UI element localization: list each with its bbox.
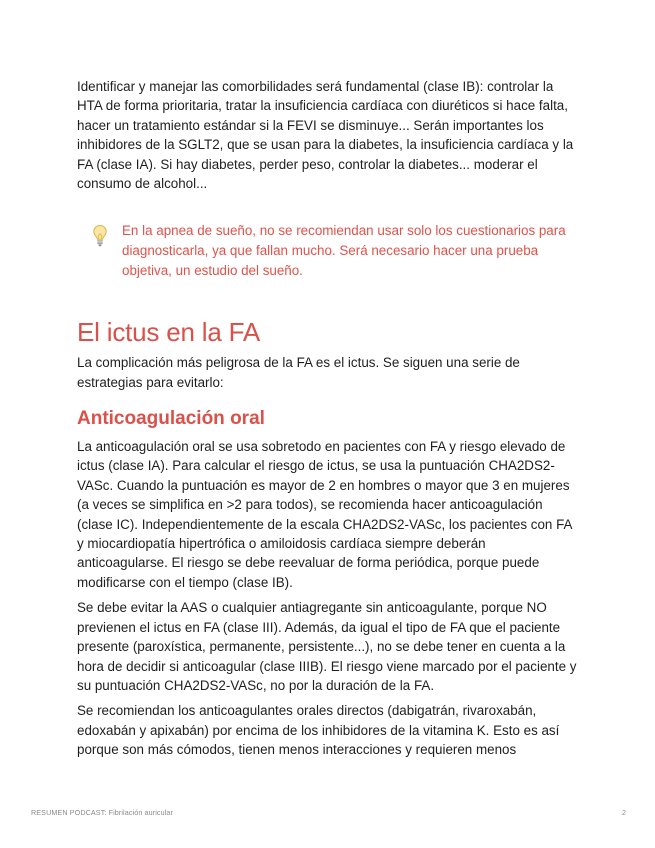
tip-callout — [77, 221, 580, 280]
page-number: 2 — [622, 808, 626, 817]
body-paragraph: Se recomiendan los anticoagulantes orales directos (dabigatrán, rivaroxabán, edoxabán y apixabán) por encima de los inhibidores de la vitamina K. Esto es así porque son más cómodos, tienen menos interacciones y requieren menos — [77, 703, 560, 758]
page-content — [77, 77, 580, 766]
section-intro: La complicación más peligrosa de la FA es el ictus. Se siguen una serie de estrategias para evitarlo: — [77, 355, 520, 390]
section-title: El ictus en la FA — [77, 317, 261, 348]
footer-title: RESUMEN PODCAST: Fibrilación auricular — [31, 808, 173, 817]
lightbulb-icon — [92, 224, 108, 248]
body-paragraph: Se debe evitar la AAS o cualquier antiagregante sin anticoagulante, porque NO previenen el ictus en FA (clase III). Además, da igual el tipo de FA que el paciente presente (paroxística, permanente, persistente...), no se debe tener en cuenta a la hora de decidir si anticoagular (clase IIIB). El riesgo viene marcado por el paciente y su puntuación CHA2DS2-VASc, no por la duración de la FA. — [77, 600, 577, 693]
callout-text: En la apnea de sueño, no se recomiendan usar solo los cuestionarios para diagnosticarla, ya que fallan mucho. Será necesario hacer una prueba objetiva, un estudio del sueño. — [122, 223, 566, 278]
body-paragraph: La anticoagulación oral se usa sobretodo en pacientes con FA y riesgo elevado de ictus (clase IA). Para calcular el riesgo de ictus, se usa la puntuación CHA2DS2-VASc. Cuando la puntuación es mayor de 2 en hombres o mayor que 3 en mujeres (a veces se simplifica en >2 para todos), se recomienda hacer anticoagulación (clase IC). Independientemente de la escala CHA2DS2-VASc, los pacientes con FA y miocardiopatía hipertrófica o amiloidosis cardíaca siempre deberán anticoagularse. El riesgo se debe reevaluar de forma periódica, porque puede modificarse con el tiempo (clase IB). — [77, 439, 572, 590]
subsection-title: Anticoagulación oral — [77, 408, 265, 430]
intro-paragraph: Identificar y manejar las comorbilidades será fundamental (clase IB): controlar la HTA de forma prioritaria, tratar la insuficiencia cardíaca con diuréticos si hace falta, hacer un tratamiento estándar si la FEVI se disminuye... Serán importantes los inhibidores de la SGLT2, que se usan para la diabetes, la insuficiencia cardíaca y la FA (clase IA). Si hay diabetes, perder peso, controlar la diabetes... moderar el consumo de alcohol... — [77, 79, 574, 192]
